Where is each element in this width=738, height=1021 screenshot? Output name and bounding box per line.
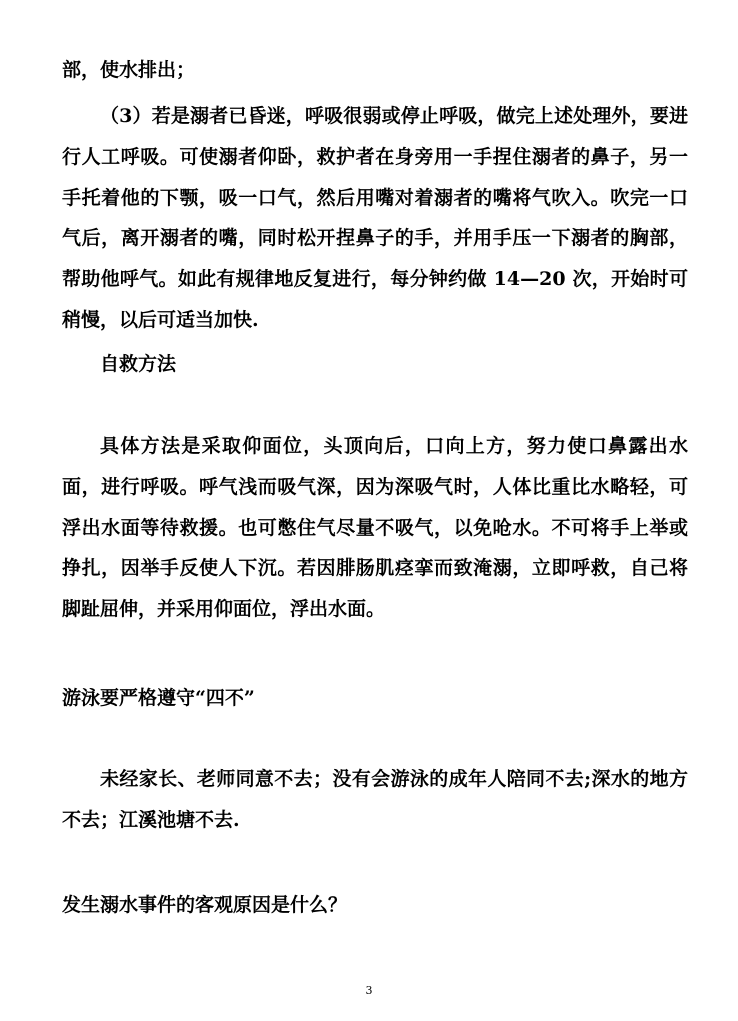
section-heading-self-rescue: 自救方法 (100, 353, 177, 375)
paragraph-artificial-respiration: （3）若是溺者已昏迷，呼吸很弱或停止呼吸，做完上述处理外，要进行人工呼吸。可使溺者仰卧，救护者在身旁用一手捏住溺者的鼻子，另一手托着他的下颚，吸一口气，然后用嘴对着溺者的嘴将气吹入。吹完一口气后，离开溺者的嘴，同时松开捏鼻子的手，并用手压一下溺者的胸部，帮助他呼气。如此有规律地反复进行，每分钟约做 14—20 次，开始时可稍慢，以后可适当加快. (62, 105, 688, 331)
section-heading-four-rules: 游泳要严格遵守“四不” (62, 687, 255, 709)
page-number: 3 (365, 984, 373, 997)
paragraph-self-rescue-method: 具体方法是采取仰面位，头顶向后，口向上方，努力使口鼻露出水面，进行呼吸。呼气浅而吸气深，因为深吸气时，人体比重比水略轻，可浮出水面等待救援。也可憋住气尽量不吸气，以免呛水。不可将手上举或挣扎，因举手反使人下沉。若因腓肠肌痉挛而致淹溺，立即呼救，自己将脚趾屈伸，并采用仰面位，浮出水面。 (62, 435, 688, 621)
paragraph-four-rules: 未经家长、老师同意不去；没有会游泳的成年人陪同不去;深水的地方不去；江溪池塘不去. (62, 768, 688, 831)
section-heading-causes: 发生溺水事件的客观原因是什么？ (62, 894, 348, 916)
paragraph-continuation: 部，使水排出； (62, 59, 196, 81)
